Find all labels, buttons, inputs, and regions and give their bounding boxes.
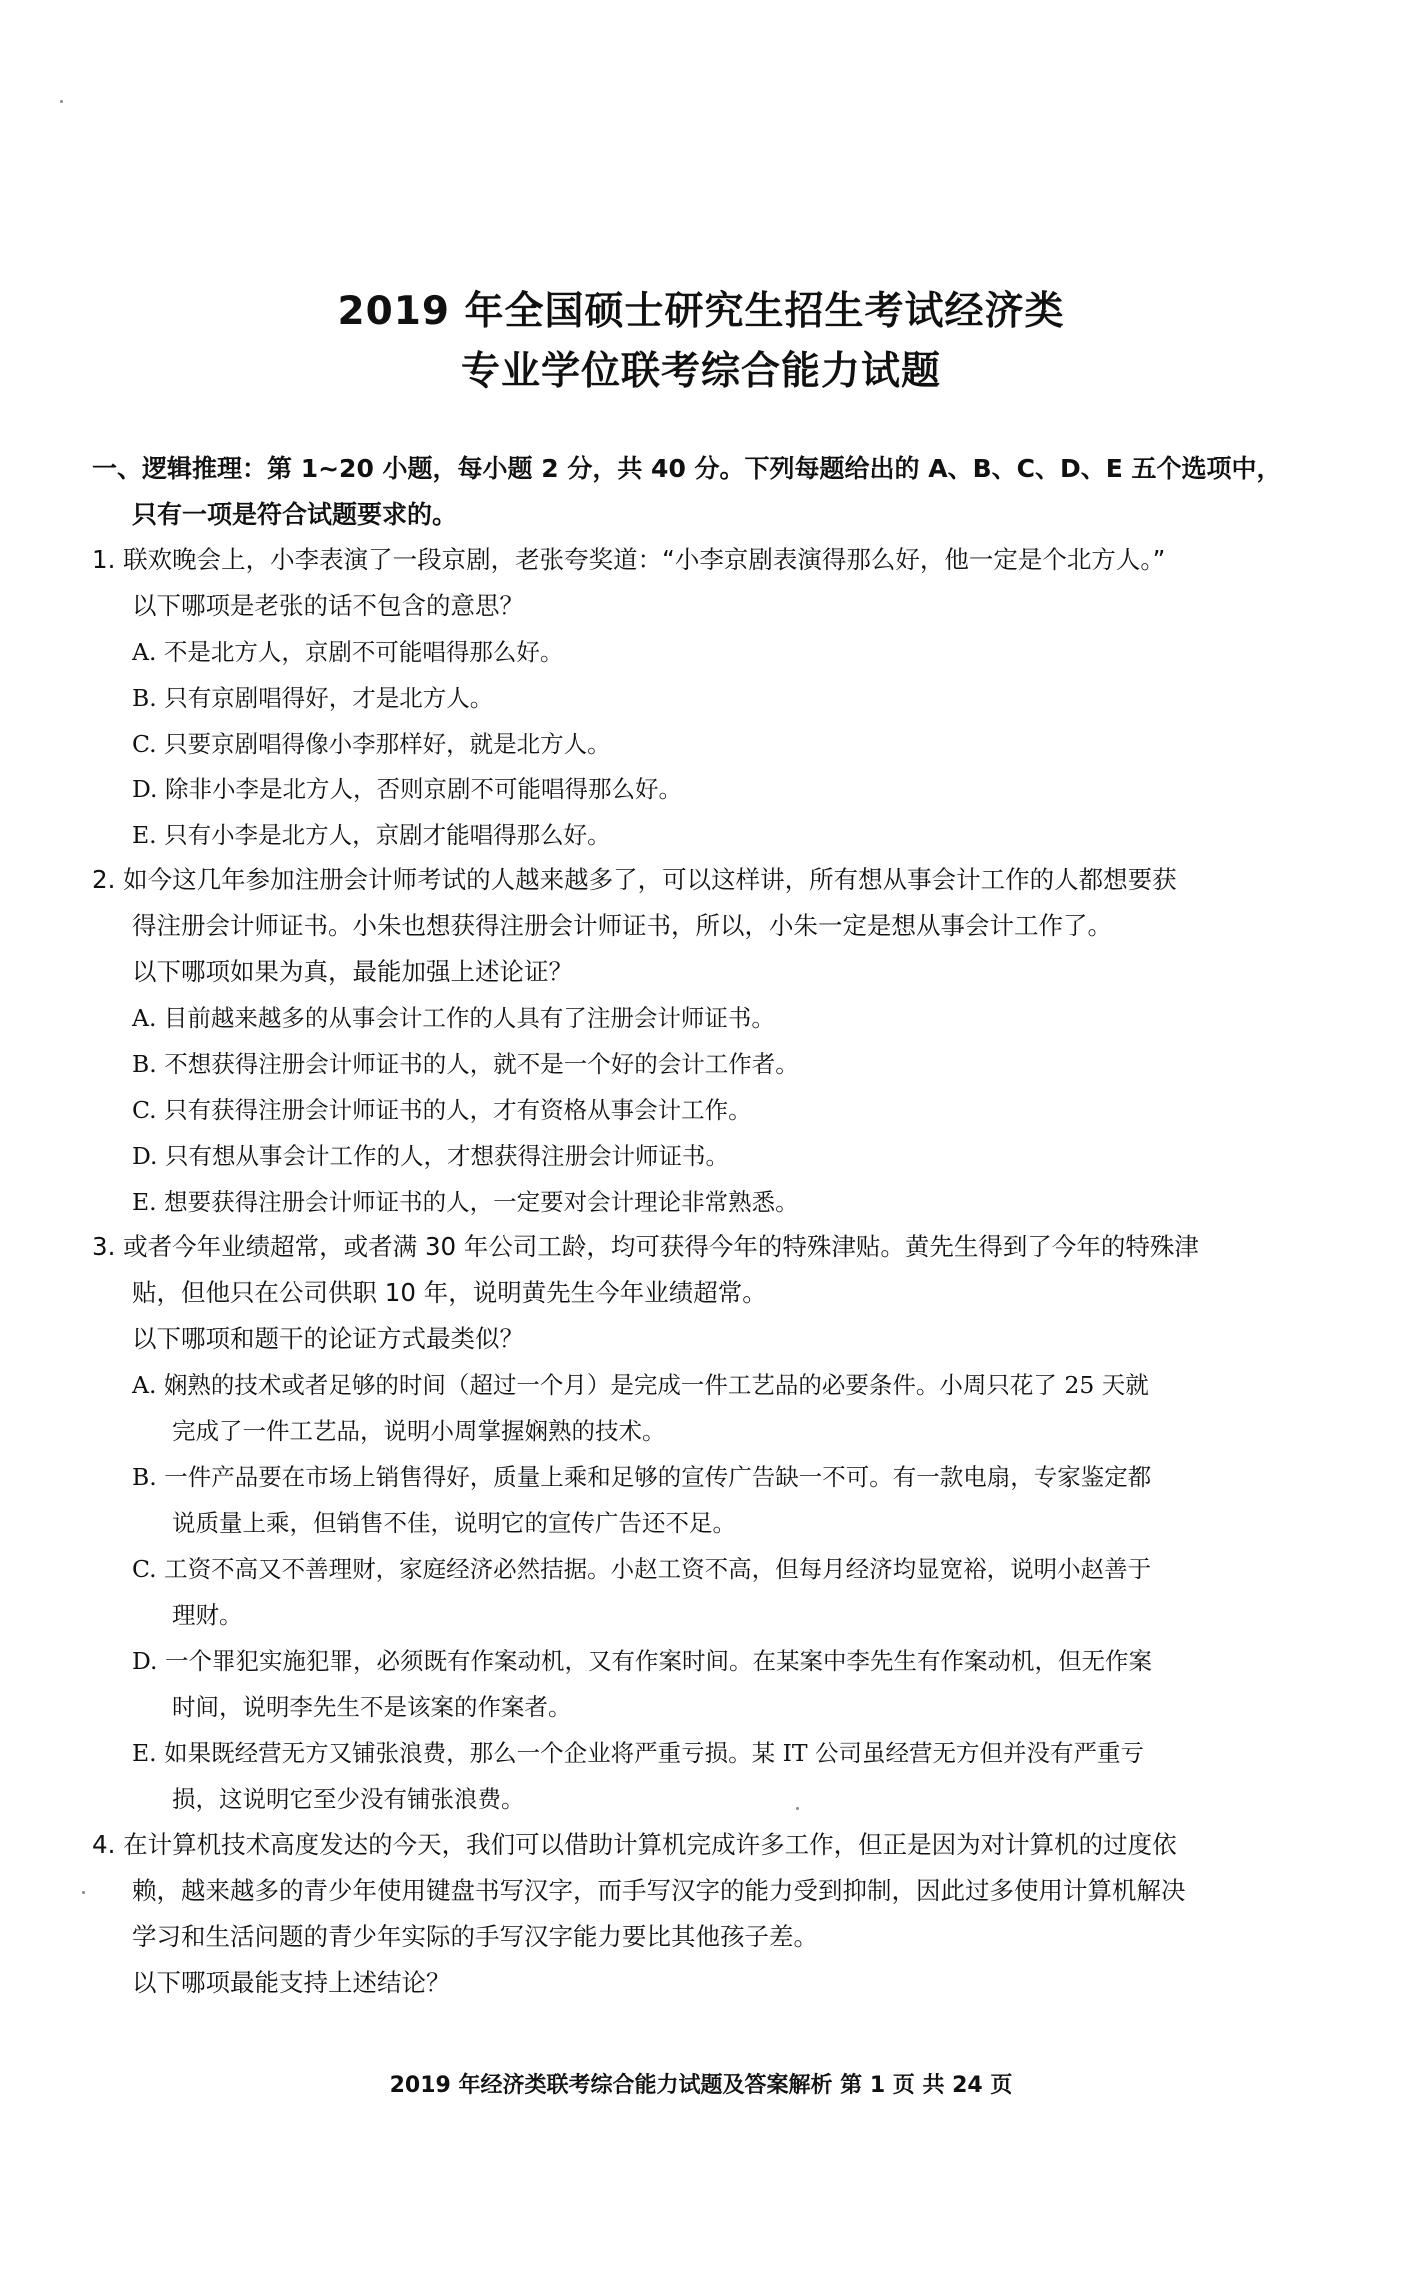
q4-stem-line2: 赖，越来越多的青少年使用键盘书写汉字，而手写汉字的能力受到抑制，因此过多使用计算机解决 bbox=[132, 1876, 1186, 1905]
q3-stem-line2: 贴，但他只在公司供职 10 年，说明黄先生今年业绩超常。 bbox=[132, 1278, 767, 1307]
q3-option-d-line1: D. 一个罪犯实施犯罪，必须既有作案动机，又有作案时间。在某案中李先生有作案动机，但无作案 bbox=[132, 1647, 1152, 1675]
exam-title-line1: 2019 年全国硕士研究生招生考试经济类 bbox=[337, 289, 1065, 334]
q4-stem-line3: 学习和生活问题的青少年实际的手写汉字能力要比其他孩子差。 bbox=[132, 1922, 818, 1951]
q3-option-a-line1: A. 娴熟的技术或者足够的时间（超过一个月）是完成一件工艺品的必要条件。小周只花了 25 天就 bbox=[132, 1371, 1149, 1399]
q2-stem-line2: 得注册会计师证书。小朱也想获得注册会计师证书，所以，小朱一定是想从事会计工作了。 bbox=[132, 911, 1112, 940]
q1-stem-line1: 1. 联欢晚会上，小李表演了一段京剧，老张夸奖道：“小李京剧表演得那么好，他一定是个北方人。” bbox=[92, 545, 1166, 574]
q1-option-c: C. 只要京剧唱得像小李那样好，就是北方人。 bbox=[132, 730, 611, 758]
q2-option-a: A. 目前越来越多的从事会计工作的人具有了注册会计师证书。 bbox=[132, 1004, 775, 1032]
q1-option-d: D. 除非小李是北方人，否则京剧不可能唱得那么好。 bbox=[132, 775, 682, 803]
q3-option-d-line2: 时间，说明李先生不是该案的作案者。 bbox=[172, 1693, 572, 1721]
q2-option-c: C. 只有获得注册会计师证书的人，才有资格从事会计工作。 bbox=[132, 1096, 752, 1124]
q2-option-d: D. 只有想从事会计工作的人，才想获得注册会计师证书。 bbox=[132, 1142, 729, 1170]
q3-option-e-line2: 损，这说明它至少没有铺张浪费。 bbox=[172, 1785, 525, 1813]
q1-option-a: A. 不是北方人，京剧不可能唱得那么好。 bbox=[132, 638, 564, 666]
q3-stem-line1: 3. 或者今年业绩超常，或者满 30 年公司工龄，均可获得今年的特殊津贴。黄先生得到了今年的特殊津 bbox=[92, 1232, 1199, 1261]
q2-option-e: E. 想要获得注册会计师证书的人，一定要对会计理论非常熟悉。 bbox=[132, 1188, 799, 1216]
q3-option-b-line2: 说质量上乘，但销售不佳，说明它的宣传广告还不足。 bbox=[172, 1509, 736, 1537]
q4-stem-line1: 4. 在计算机技术高度发达的今天，我们可以借助计算机完成许多工作，但正是因为对计算机的过度依 bbox=[92, 1830, 1177, 1859]
section-heading-line2: 只有一项是符合试题要求的。 bbox=[132, 500, 458, 529]
q4-stem-line4: 以下哪项最能支持上述结论？ bbox=[132, 1968, 451, 1997]
section-heading-line1: 一、逻辑推理：第 1~20 小题，每小题 2 分，共 40 分。下列每题给出的 A、B、C、D、E 五个选项中， bbox=[92, 454, 1282, 483]
q3-option-a-line2: 完成了一件工艺品，说明小周掌握娴熟的技术。 bbox=[172, 1417, 666, 1445]
q2-stem-line3: 以下哪项如果为真，最能加强上述论证？ bbox=[132, 957, 573, 986]
q1-option-b: B. 只有京剧唱得好，才是北方人。 bbox=[132, 684, 494, 712]
q1-option-e: E. 只有小李是北方人，京剧才能唱得那么好。 bbox=[132, 821, 611, 849]
q3-stem-line3: 以下哪项和题干的论证方式最类似？ bbox=[132, 1324, 524, 1353]
q3-option-c-line1: C. 工资不高又不善理财，家庭经济必然拮据。小赵工资不高，但每月经济均显宽裕，说明小赵善于 bbox=[132, 1555, 1152, 1583]
q3-option-c-line2: 理财。 bbox=[172, 1601, 243, 1629]
scan-speck bbox=[82, 1891, 85, 1894]
exam-title-line2: 专业学位联考综合能力试题 bbox=[460, 349, 941, 394]
scan-speck bbox=[60, 100, 63, 103]
scan-speck bbox=[796, 1807, 799, 1810]
section-heading bbox=[92, 446, 1307, 538]
q2-option-b: B. 不想获得注册会计师证书的人，就不是一个好的会计工作者。 bbox=[132, 1050, 799, 1078]
q1-stem-line2: 以下哪项是老张的话不包含的意思？ bbox=[132, 591, 524, 620]
q3-option-b-line1: B. 一件产品要在市场上销售得好，质量上乘和足够的宣传广告缺一不可。有一款电扇，专家鉴定都 bbox=[132, 1463, 1152, 1491]
page-footer: 2019 年经济类联考综合能力试题及答案解析 第 1 页 共 24 页 bbox=[389, 2073, 1013, 2098]
q2-stem-line1: 2. 如今这几年参加注册会计师考试的人越来越多了，可以这样讲，所有想从事会计工作的人都想要获 bbox=[92, 865, 1177, 894]
q3-option-e-line1: E. 如果既经营无方又铺张浪费，那么一个企业将严重亏损。某 IT 公司虽经营无方但并没有严重亏 bbox=[132, 1739, 1144, 1767]
